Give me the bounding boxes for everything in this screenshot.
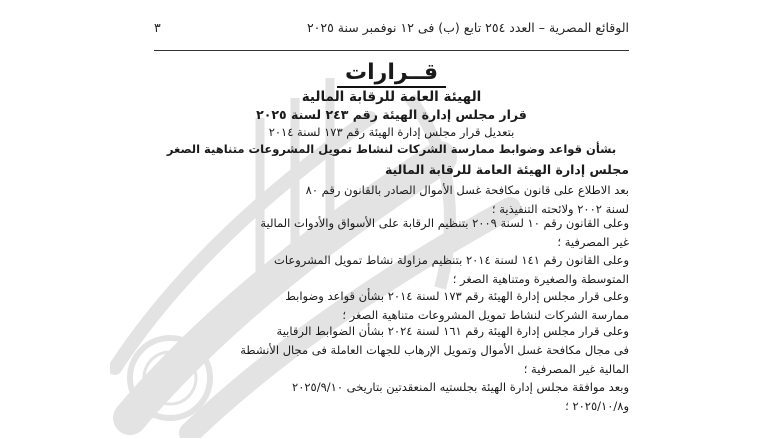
recital-line: المتوسطة والصغيرة ومتناهية الصغر ؛ — [452, 272, 629, 286]
running-header — [154, 20, 629, 35]
recital-line: فى مجال مكافحة غسل الأموال وتمويل الإرهاب للجهات العاملة فى مجال الأنشطة — [240, 343, 629, 357]
header-divider — [154, 50, 629, 51]
decree-title: قرار مجلس إدارة الهيئة رقم ٢٤٣ لسنة ٢٠٢٥ — [256, 107, 527, 122]
decree-subject-line: بشأن قواعد وضوابط ممارسة الشركات لنشاط تمويل المشروعات متناهية الصغر — [166, 142, 617, 156]
recital-paragraph — [154, 214, 629, 252]
recital-line: بعد الاطلاع على قانون مكافحة غسل الأموال الصادر بالقانون رقم ٨٠ — [305, 183, 629, 197]
recital-line: وبعد موافقة مجلس إدارة الهيئة بجلستيه المنعقدتين بتاريخى ٢٠٢٥/٩/١٠ — [292, 380, 629, 394]
recital-line: وعلى قرار مجلس إدارة الهيئة رقم ١٧٣ لسنة ٢٠١٤ بشأن قواعد وضوابط — [285, 289, 629, 303]
recital-line: المالية غير المصرفية ؛ — [523, 362, 629, 376]
recital-line: وعلى القانون رقم ١٠ لسنة ٢٠٠٩ بتنظيم الرقابة على الأسواق والأدوات المالية — [260, 216, 629, 230]
recital-paragraph — [154, 322, 629, 379]
recital-line: و٢٠٢٥/١٠/٨ ؛ — [565, 399, 629, 413]
authority-name: الهيئة العامة للرقابة المالية — [301, 89, 482, 105]
recital-paragraph — [154, 287, 629, 325]
decree-amendment-line: بتعديل قرار مجلس إدارة الهيئة رقم ١٧٣ لسنة ٢٠١٤ — [268, 125, 515, 139]
recital-line: لسنة ٢٠٠٢ ولائحته التنفيذية ؛ — [491, 202, 629, 216]
recital-line: وعلى قرار مجلس إدارة الهيئة رقم ١٦١ لسنة ٢٠٢٤ بشأن الضوابط الرقابية — [276, 324, 629, 338]
recital-line: وعلى القانون رقم ١٤١ لسنة ٢٠١٤ بتنظيم مزاولة نشاط تمويل المشروعات — [274, 253, 629, 267]
recital-line: غير المصرفية ؛ — [557, 235, 629, 249]
section-title-text: قــرارات — [337, 60, 446, 88]
issuing-board: مجلس إدارة الهيئة العامة للرقابة المالية — [384, 162, 629, 177]
gazette-issue-line: الوقائع المصرية – العدد ٢٥٤ تابع (ب) فى ١٢ نوفمبر سنة ٢٠٢٥ — [306, 20, 629, 35]
recital-paragraph — [154, 251, 629, 289]
section-title — [154, 60, 629, 85]
page-number: ٣ — [154, 20, 161, 35]
recital-line: ممارسة الشركات لنشاط تمويل المشروعات متناهية الصغر ؛ — [342, 308, 629, 322]
recital-paragraph — [154, 378, 629, 416]
